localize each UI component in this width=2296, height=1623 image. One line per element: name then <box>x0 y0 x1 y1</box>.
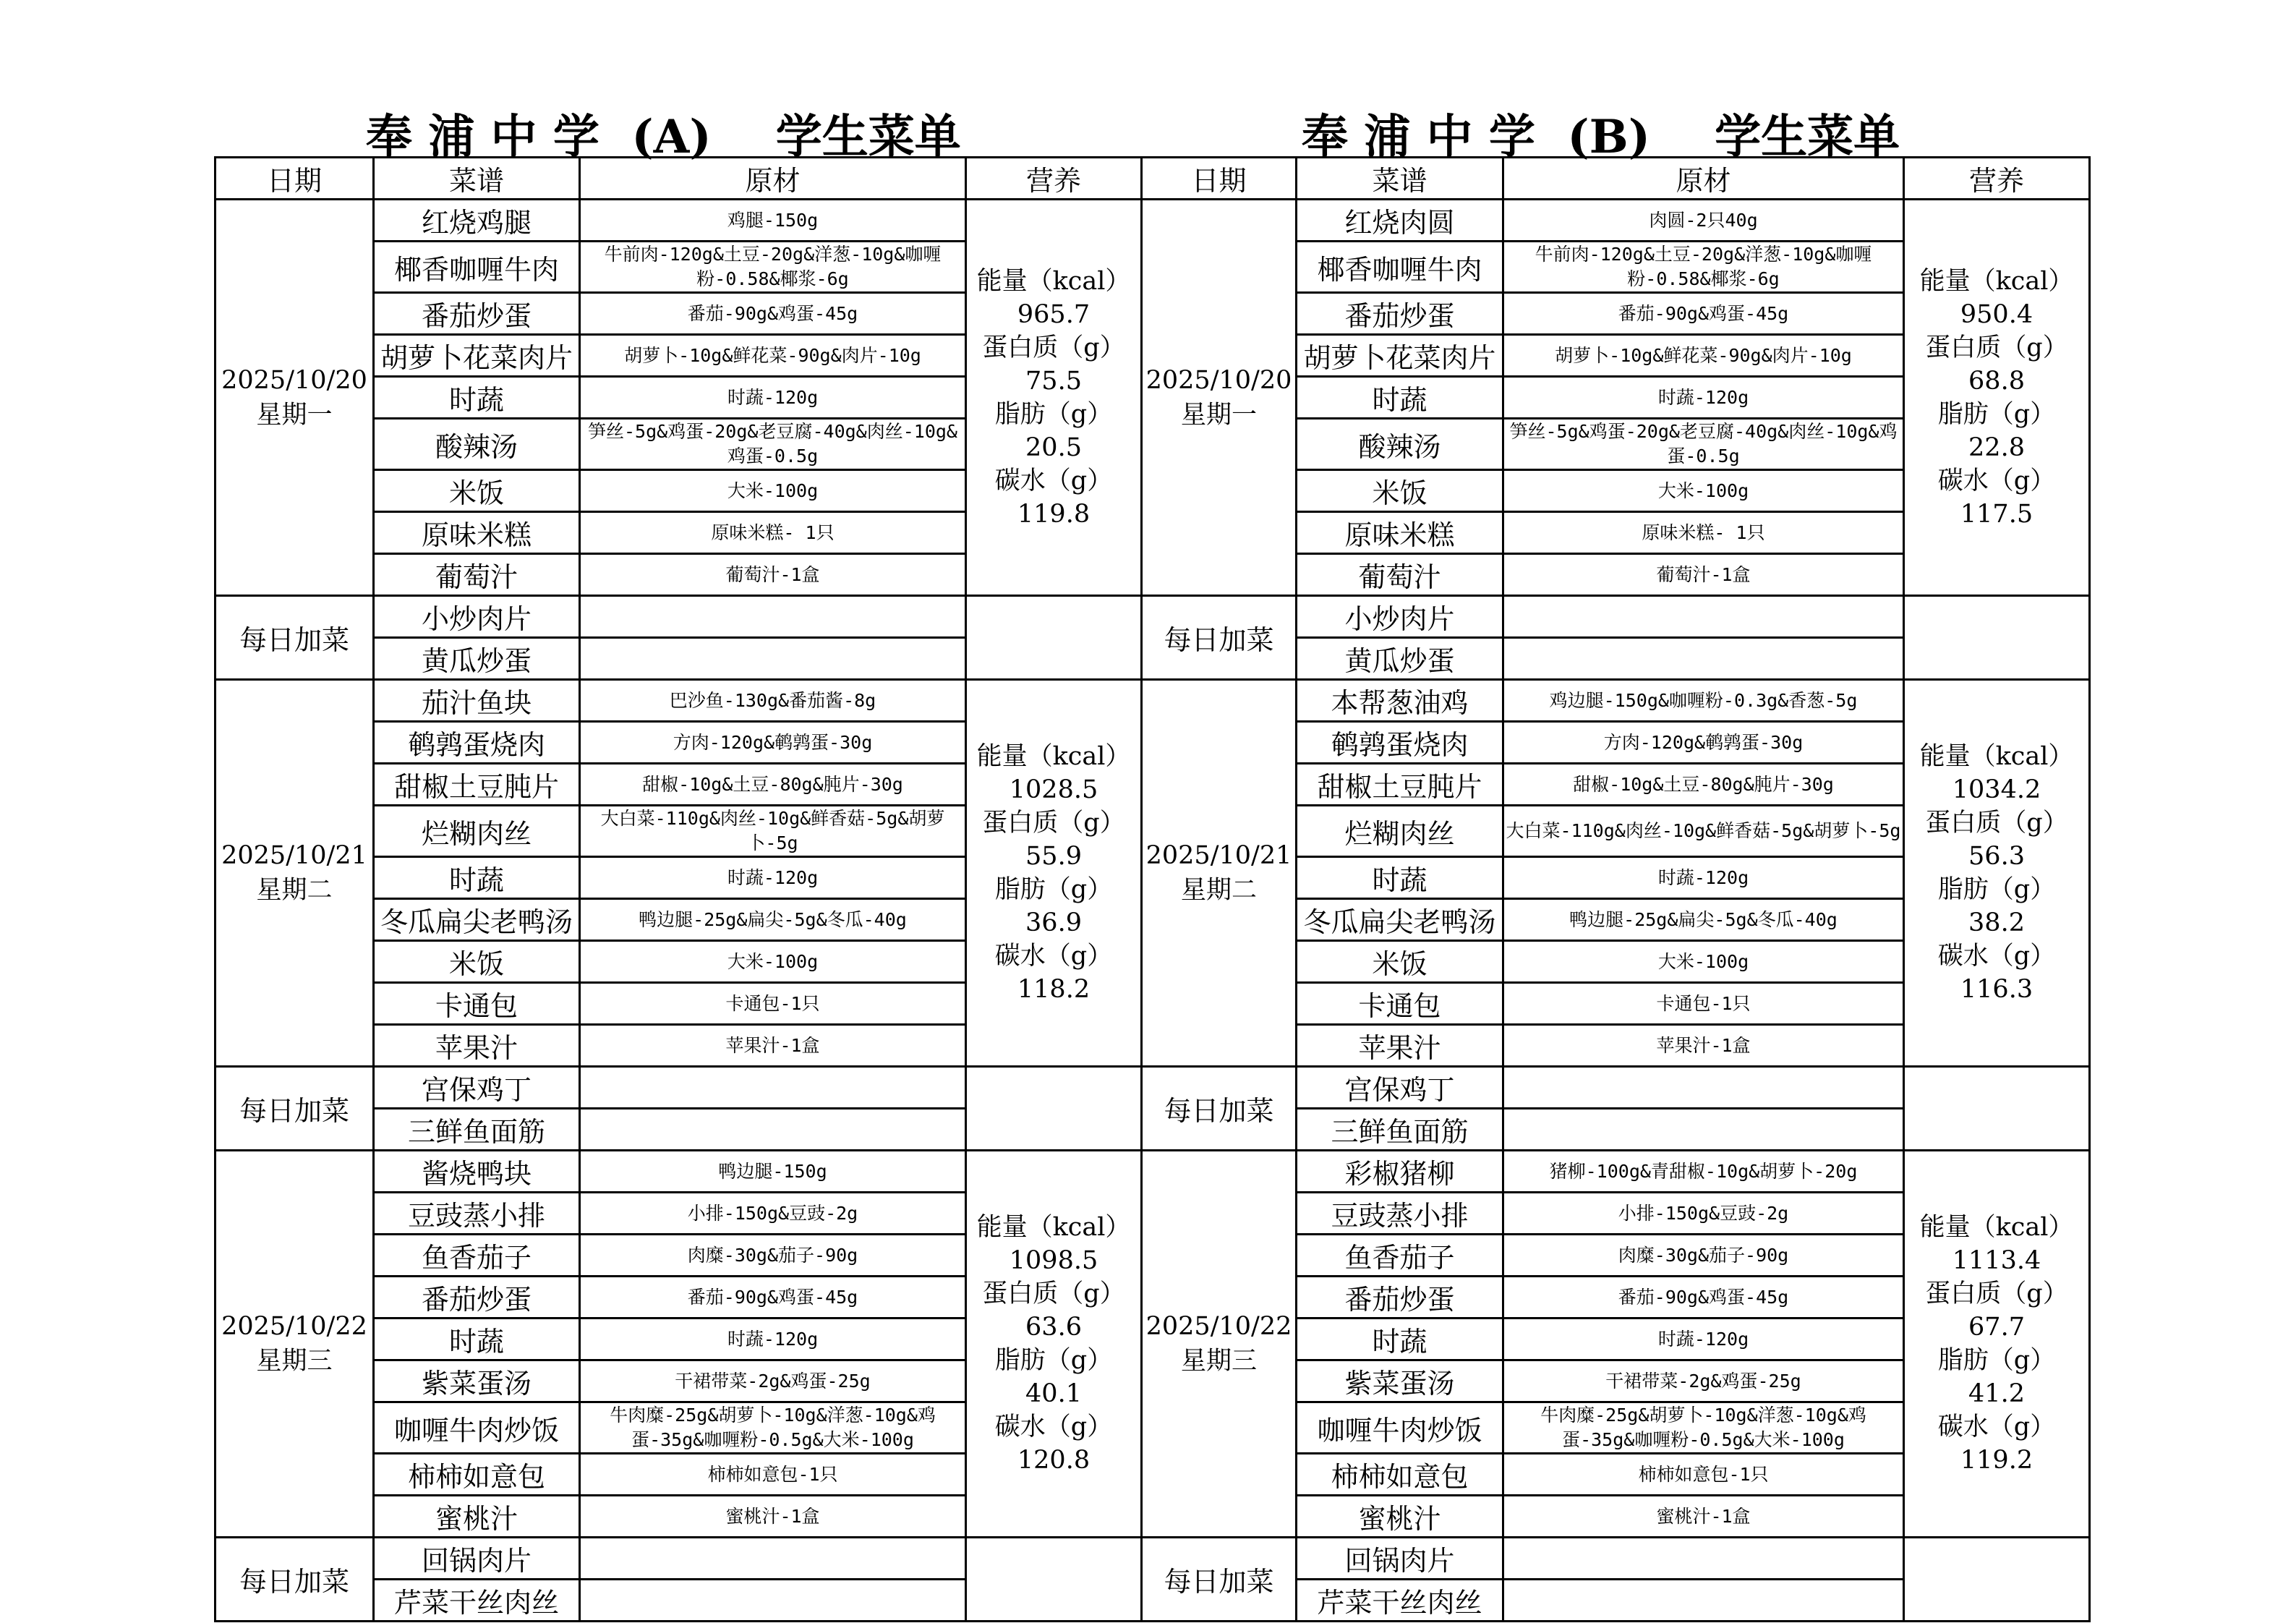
dish-name: 柿柿如意包 <box>374 1454 580 1496</box>
dish-name: 鱼香茄子 <box>374 1235 580 1277</box>
extra-dish-name: 回锅肉片 <box>374 1538 580 1580</box>
weekday-text: 星期三 <box>1180 1347 1257 1376</box>
nutrition-label: 碳水（g） <box>994 942 1113 971</box>
nutrition-value: 38.2 <box>1968 908 2025 937</box>
dish-ingredients: 时蔬-120g <box>1503 857 1904 899</box>
dish-ingredients: 蜜桃汁-1盒 <box>580 1496 966 1538</box>
dish-ingredients: 大米-100g <box>1503 470 1904 512</box>
dish-name: 酸辣汤 <box>374 419 580 470</box>
nutrition-label: 碳水（g） <box>1937 1413 2056 1441</box>
dish-name: 胡萝卜花菜肉片 <box>374 335 580 377</box>
extra-ingredients-empty <box>580 1109 966 1151</box>
nutrition-label: 蛋白质（g） <box>1925 809 2068 838</box>
extra-row <box>215 1538 2090 1580</box>
dish-name: 米饭 <box>374 941 580 983</box>
nutrition-cell-b <box>1904 200 2090 596</box>
dish-ingredients: 方肉-120g&鹌鹑蛋-30g <box>1503 722 1904 764</box>
weekday-text: 星期一 <box>256 400 333 430</box>
dish-ingredients: 笋丝-5g&鸡蛋-20g&老豆腐-40g&肉丝-10g&鸡蛋-0.5g <box>580 419 966 470</box>
nutrition-label: 能量（kcal） <box>1919 1213 2074 1242</box>
dish-name: 彩椒猪柳 <box>1297 1151 1503 1193</box>
date-cell-a <box>215 200 374 596</box>
extra-dish-name: 小炒肉片 <box>374 596 580 638</box>
dish-name: 鱼香茄子 <box>1297 1235 1503 1277</box>
header-date-b: 日期 <box>1142 158 1297 200</box>
dish-ingredients: 时蔬-120g <box>580 1319 966 1360</box>
dish-ingredients: 小排-150g&豆豉-2g <box>580 1193 966 1235</box>
dish-ingredients: 小排-150g&豆豉-2g <box>1503 1193 1904 1235</box>
nutrition-value: 67.7 <box>1968 1313 2025 1342</box>
dish-name: 原味米糕 <box>374 512 580 554</box>
dish-name: 本帮葱油鸡 <box>1297 680 1503 722</box>
dish-name: 番茄炒蛋 <box>1297 1277 1503 1319</box>
date-cell-a <box>215 1151 374 1538</box>
extra-dish-name: 回锅肉片 <box>1297 1538 1503 1580</box>
dish-ingredients: 苹果汁-1盒 <box>1503 1025 1904 1067</box>
nutrition-value: 75.5 <box>1025 366 1082 396</box>
dish-name: 苹果汁 <box>1297 1025 1503 1067</box>
dish-name: 椰香咖喱牛肉 <box>1297 242 1503 293</box>
header-nutrition-b: 营养 <box>1904 158 2090 200</box>
nutrition-value: 55.9 <box>1025 842 1082 871</box>
dish-name: 豆豉蒸小排 <box>1297 1193 1503 1235</box>
extra-ingredients-empty <box>580 596 966 638</box>
nutrition-value: 40.1 <box>1025 1379 1082 1408</box>
dish-ingredients: 葡萄汁-1盒 <box>1503 554 1904 596</box>
dish-name: 时蔬 <box>374 377 580 419</box>
nutrition-label: 能量（kcal） <box>976 742 1131 771</box>
extra-ingredients-empty <box>580 1538 966 1580</box>
extra-ingredients-empty <box>1503 1580 1904 1622</box>
dish-row <box>215 1151 2090 1193</box>
dish-name: 番茄炒蛋 <box>374 1277 580 1319</box>
dish-name: 烂糊肉丝 <box>1297 806 1503 857</box>
nutrition-value: 56.3 <box>1968 842 2025 871</box>
dish-name: 米饭 <box>374 470 580 512</box>
dish-ingredients: 笋丝-5g&鸡蛋-20g&老豆腐-40g&肉丝-10g&鸡蛋-0.5g <box>1503 419 1904 470</box>
extra-nutrition-empty-b <box>1904 1067 2090 1151</box>
nutrition-value: 22.8 <box>1968 433 2025 462</box>
dish-ingredients: 肉圆-2只40g <box>1503 200 1904 242</box>
dish-name: 米饭 <box>1297 941 1503 983</box>
date-text: 2025/10/22 <box>221 1312 367 1341</box>
extra-nutrition-empty-a <box>966 1538 1142 1622</box>
extra-dish-name: 三鲜鱼面筋 <box>374 1109 580 1151</box>
dish-ingredients: 牛肉糜-25g&胡萝卜-10g&洋葱-10g&鸡蛋-35g&咖喱粉-0.5g&大米-100g <box>580 1402 966 1454</box>
dish-ingredients: 大白菜-110g&肉丝-10g&鲜香菇-5g&胡萝卜-5g <box>1503 806 1904 857</box>
dish-name: 葡萄汁 <box>374 554 580 596</box>
nutrition-value: 118.2 <box>1017 975 1091 1004</box>
dish-ingredients: 猪柳-100g&青甜椒-10g&胡萝卜-20g <box>1503 1151 1904 1193</box>
extra-label-b: 每日加菜 <box>1142 596 1297 680</box>
dish-name: 蜜桃汁 <box>374 1496 580 1538</box>
nutrition-value: 1098.5 <box>1009 1246 1098 1275</box>
dish-ingredients: 时蔬-120g <box>580 857 966 899</box>
nutrition-value: 119.2 <box>1960 1446 2033 1475</box>
dish-name: 紫菜蛋汤 <box>374 1360 580 1402</box>
dish-ingredients: 鸭边腿-150g <box>580 1151 966 1193</box>
menu-title-a: 奉 浦 中 学 (A) 学生菜单 <box>366 110 961 164</box>
nutrition-value: 41.2 <box>1968 1379 2025 1408</box>
extra-dish-name: 黄瓜炒蛋 <box>374 638 580 680</box>
nutrition-label: 蛋白质（g） <box>982 333 1125 362</box>
dish-name: 冬瓜扁尖老鸭汤 <box>374 899 580 941</box>
nutrition-label: 蛋白质（g） <box>1925 333 2068 362</box>
dish-name: 茄汁鱼块 <box>374 680 580 722</box>
extra-dish-name: 黄瓜炒蛋 <box>1297 638 1503 680</box>
dish-name: 柿柿如意包 <box>1297 1454 1503 1496</box>
nutrition-value: 1034.2 <box>1952 775 2041 804</box>
nutrition-value: 120.8 <box>1017 1446 1091 1475</box>
extra-ingredients-empty <box>1503 1067 1904 1109</box>
extra-dish-name: 小炒肉片 <box>1297 596 1503 638</box>
nutrition-label: 蛋白质（g） <box>1925 1279 2068 1308</box>
dish-ingredients: 时蔬-120g <box>1503 377 1904 419</box>
extra-ingredients-empty <box>580 638 966 680</box>
menu-title-b: 奉 浦 中 学 (B) 学生菜单 <box>1302 110 1900 164</box>
nutrition-label: 脂肪（g） <box>994 1346 1113 1375</box>
dish-name: 米饭 <box>1297 470 1503 512</box>
nutrition-label: 碳水（g） <box>994 1413 1113 1441</box>
dish-ingredients: 巴沙鱼-130g&番茄酱-8g <box>580 680 966 722</box>
dish-name: 番茄炒蛋 <box>374 293 580 335</box>
dish-ingredients: 柿柿如意包-1只 <box>580 1454 966 1496</box>
dish-name: 紫菜蛋汤 <box>1297 1360 1503 1402</box>
nutrition-value: 1113.4 <box>1952 1246 2041 1275</box>
dish-name: 鹌鹑蛋烧肉 <box>1297 722 1503 764</box>
dish-name: 苹果汁 <box>374 1025 580 1067</box>
dish-ingredients: 肉糜-30g&茄子-90g <box>580 1235 966 1277</box>
nutrition-cell-a <box>966 680 1142 1067</box>
date-text: 2025/10/21 <box>221 841 367 870</box>
nutrition-value: 119.8 <box>1017 499 1091 529</box>
dish-ingredients: 干裙带菜-2g&鸡蛋-25g <box>580 1360 966 1402</box>
dish-ingredients: 胡萝卜-10g&鲜花菜-90g&肉片-10g <box>1503 335 1904 377</box>
nutrition-value: 20.5 <box>1025 433 1082 462</box>
extra-ingredients-empty <box>1503 638 1904 680</box>
dish-name: 鹌鹑蛋烧肉 <box>374 722 580 764</box>
dish-name: 酸辣汤 <box>1297 419 1503 470</box>
dish-name: 原味米糕 <box>1297 512 1503 554</box>
extra-ingredients-empty <box>580 1067 966 1109</box>
dish-name: 时蔬 <box>374 857 580 899</box>
dish-name: 红烧肉圆 <box>1297 200 1503 242</box>
dish-ingredients: 蜜桃汁-1盒 <box>1503 1496 1904 1538</box>
dish-ingredients: 葡萄汁-1盒 <box>580 554 966 596</box>
extra-nutrition-empty-a <box>966 596 1142 680</box>
header-row <box>215 158 2090 200</box>
header-date-a: 日期 <box>215 158 374 200</box>
date-text: 2025/10/20 <box>221 365 367 395</box>
date-cell-b <box>1142 1151 1297 1538</box>
dish-name: 胡萝卜花菜肉片 <box>1297 335 1503 377</box>
dish-ingredients: 鸭边腿-25g&扁尖-5g&冬瓜-40g <box>580 899 966 941</box>
nutrition-value: 950.4 <box>1960 299 2033 329</box>
nutrition-value: 965.7 <box>1017 299 1091 329</box>
dish-name: 卡通包 <box>1297 983 1503 1025</box>
header-dish-a: 菜谱 <box>374 158 580 200</box>
nutrition-label: 能量（kcal） <box>976 266 1131 296</box>
date-text: 2025/10/20 <box>1145 365 1292 395</box>
dish-ingredients: 原味米糕- 1只 <box>1503 512 1904 554</box>
dish-ingredients: 大白菜-110g&肉丝-10g&鲜香菇-5g&胡萝卜-5g <box>580 806 966 857</box>
dish-ingredients: 大米-100g <box>580 941 966 983</box>
nutrition-value: 63.6 <box>1025 1313 1082 1342</box>
date-text: 2025/10/21 <box>1145 841 1292 870</box>
nutrition-label: 碳水（g） <box>1937 942 2056 971</box>
dish-ingredients: 时蔬-120g <box>1503 1319 1904 1360</box>
extra-nutrition-empty-b <box>1904 596 2090 680</box>
dish-ingredients: 卡通包-1只 <box>1503 983 1904 1025</box>
dish-ingredients: 原味米糕- 1只 <box>580 512 966 554</box>
extra-label-b: 每日加菜 <box>1142 1538 1297 1622</box>
header-nutrition-a: 营养 <box>966 158 1142 200</box>
dish-ingredients: 苹果汁-1盒 <box>580 1025 966 1067</box>
nutrition-label: 脂肪（g） <box>1937 1346 2056 1375</box>
dish-name: 椰香咖喱牛肉 <box>374 242 580 293</box>
dish-name: 豆豉蒸小排 <box>374 1193 580 1235</box>
dish-name: 番茄炒蛋 <box>1297 293 1503 335</box>
weekday-text: 星期二 <box>256 876 333 905</box>
dish-ingredients: 时蔬-120g <box>580 377 966 419</box>
extra-row <box>215 1067 2090 1109</box>
nutrition-value: 36.9 <box>1025 908 1082 937</box>
dish-ingredients: 胡萝卜-10g&鲜花菜-90g&肉片-10g <box>580 335 966 377</box>
dish-ingredients: 大米-100g <box>1503 941 1904 983</box>
dish-name: 咖喱牛肉炒饭 <box>374 1402 580 1454</box>
extra-nutrition-empty-b <box>1904 1538 2090 1622</box>
dish-name: 红烧鸡腿 <box>374 200 580 242</box>
menu-table <box>214 156 2091 1622</box>
header-dish-b: 菜谱 <box>1297 158 1503 200</box>
dish-ingredients: 番茄-90g&鸡蛋-45g <box>580 293 966 335</box>
extra-label-a: 每日加菜 <box>215 596 374 680</box>
dish-ingredients: 干裙带菜-2g&鸡蛋-25g <box>1503 1360 1904 1402</box>
nutrition-label: 能量（kcal） <box>1919 742 2074 771</box>
dish-name: 葡萄汁 <box>1297 554 1503 596</box>
dish-ingredients: 番茄-90g&鸡蛋-45g <box>1503 1277 1904 1319</box>
extra-ingredients-empty <box>580 1580 966 1622</box>
dish-ingredients: 鸭边腿-25g&扁尖-5g&冬瓜-40g <box>1503 899 1904 941</box>
dish-ingredients: 甜椒-10g&土豆-80g&肫片-30g <box>1503 764 1904 806</box>
dish-ingredients: 卡通包-1只 <box>580 983 966 1025</box>
nutrition-label: 能量（kcal） <box>976 1213 1131 1242</box>
dish-ingredients: 柿柿如意包-1只 <box>1503 1454 1904 1496</box>
dish-row <box>215 200 2090 242</box>
dish-name: 甜椒土豆肫片 <box>1297 764 1503 806</box>
dish-ingredients: 番茄-90g&鸡蛋-45g <box>1503 293 1904 335</box>
dish-ingredients: 牛肉糜-25g&胡萝卜-10g&洋葱-10g&鸡蛋-35g&咖喱粉-0.5g&大米-100g <box>1503 1402 1904 1454</box>
nutrition-cell-b <box>1904 1151 2090 1538</box>
dish-ingredients: 牛前肉-120g&土豆-20g&洋葱-10g&咖喱粉-0.58&椰浆-6g <box>580 242 966 293</box>
extra-dish-name: 芹菜干丝肉丝 <box>374 1580 580 1622</box>
nutrition-label: 蛋白质（g） <box>982 809 1125 838</box>
date-cell-b <box>1142 200 1297 596</box>
nutrition-value: 1028.5 <box>1009 775 1098 804</box>
dish-name: 时蔬 <box>1297 857 1503 899</box>
nutrition-cell-a <box>966 1151 1142 1538</box>
nutrition-cell-a <box>966 200 1142 596</box>
dish-ingredients: 番茄-90g&鸡蛋-45g <box>580 1277 966 1319</box>
dish-name: 咖喱牛肉炒饭 <box>1297 1402 1503 1454</box>
weekday-text: 星期一 <box>1180 400 1257 430</box>
dish-ingredients: 甜椒-10g&土豆-80g&肫片-30g <box>580 764 966 806</box>
date-cell-b <box>1142 680 1297 1067</box>
nutrition-label: 脂肪（g） <box>1937 399 2056 429</box>
nutrition-value: 117.5 <box>1960 499 2033 529</box>
extra-label-a: 每日加菜 <box>215 1538 374 1622</box>
extra-label-a: 每日加菜 <box>215 1067 374 1151</box>
extra-dish-name: 宫保鸡丁 <box>374 1067 580 1109</box>
nutrition-label: 脂肪（g） <box>1937 875 2056 904</box>
weekday-text: 星期三 <box>256 1347 333 1376</box>
dish-name: 烂糊肉丝 <box>374 806 580 857</box>
dish-name: 时蔬 <box>1297 1319 1503 1360</box>
dish-name: 酱烧鸭块 <box>374 1151 580 1193</box>
dish-ingredients: 鸡腿-150g <box>580 200 966 242</box>
nutrition-cell-b <box>1904 680 2090 1067</box>
nutrition-label: 蛋白质（g） <box>982 1279 1125 1308</box>
nutrition-value: 116.3 <box>1960 975 2033 1004</box>
nutrition-value: 68.8 <box>1968 366 2025 396</box>
dish-name: 甜椒土豆肫片 <box>374 764 580 806</box>
dish-ingredients: 大米-100g <box>580 470 966 512</box>
dish-name: 时蔬 <box>374 1319 580 1360</box>
nutrition-label: 能量（kcal） <box>1919 266 2074 296</box>
dish-name: 卡通包 <box>374 983 580 1025</box>
dish-row <box>215 680 2090 722</box>
date-text: 2025/10/22 <box>1145 1312 1292 1341</box>
extra-row <box>215 596 2090 638</box>
dish-ingredients: 方肉-120g&鹌鹑蛋-30g <box>580 722 966 764</box>
extra-nutrition-empty-a <box>966 1067 1142 1151</box>
extra-dish-name: 芹菜干丝肉丝 <box>1297 1580 1503 1622</box>
extra-ingredients-empty <box>1503 1538 1904 1580</box>
nutrition-label: 碳水（g） <box>1937 466 2056 495</box>
dish-ingredients: 鸡边腿-150g&咖喱粉-0.3g&香葱-5g <box>1503 680 1904 722</box>
dish-ingredients: 牛前肉-120g&土豆-20g&洋葱-10g&咖喱粉-0.58&椰浆-6g <box>1503 242 1904 293</box>
dish-ingredients: 肉糜-30g&茄子-90g <box>1503 1235 1904 1277</box>
extra-label-b: 每日加菜 <box>1142 1067 1297 1151</box>
nutrition-label: 脂肪（g） <box>994 875 1113 904</box>
extra-ingredients-empty <box>1503 1109 1904 1151</box>
dish-name: 冬瓜扁尖老鸭汤 <box>1297 899 1503 941</box>
extra-ingredients-empty <box>1503 596 1904 638</box>
dish-name: 蜜桃汁 <box>1297 1496 1503 1538</box>
nutrition-label: 脂肪（g） <box>994 399 1113 429</box>
nutrition-label: 碳水（g） <box>994 466 1113 495</box>
dish-name: 时蔬 <box>1297 377 1503 419</box>
extra-dish-name: 三鲜鱼面筋 <box>1297 1109 1503 1151</box>
date-cell-a <box>215 680 374 1067</box>
weekday-text: 星期二 <box>1180 876 1257 905</box>
extra-dish-name: 宫保鸡丁 <box>1297 1067 1503 1109</box>
header-ingredients-b: 原材 <box>1503 158 1904 200</box>
header-ingredients-a: 原材 <box>580 158 966 200</box>
